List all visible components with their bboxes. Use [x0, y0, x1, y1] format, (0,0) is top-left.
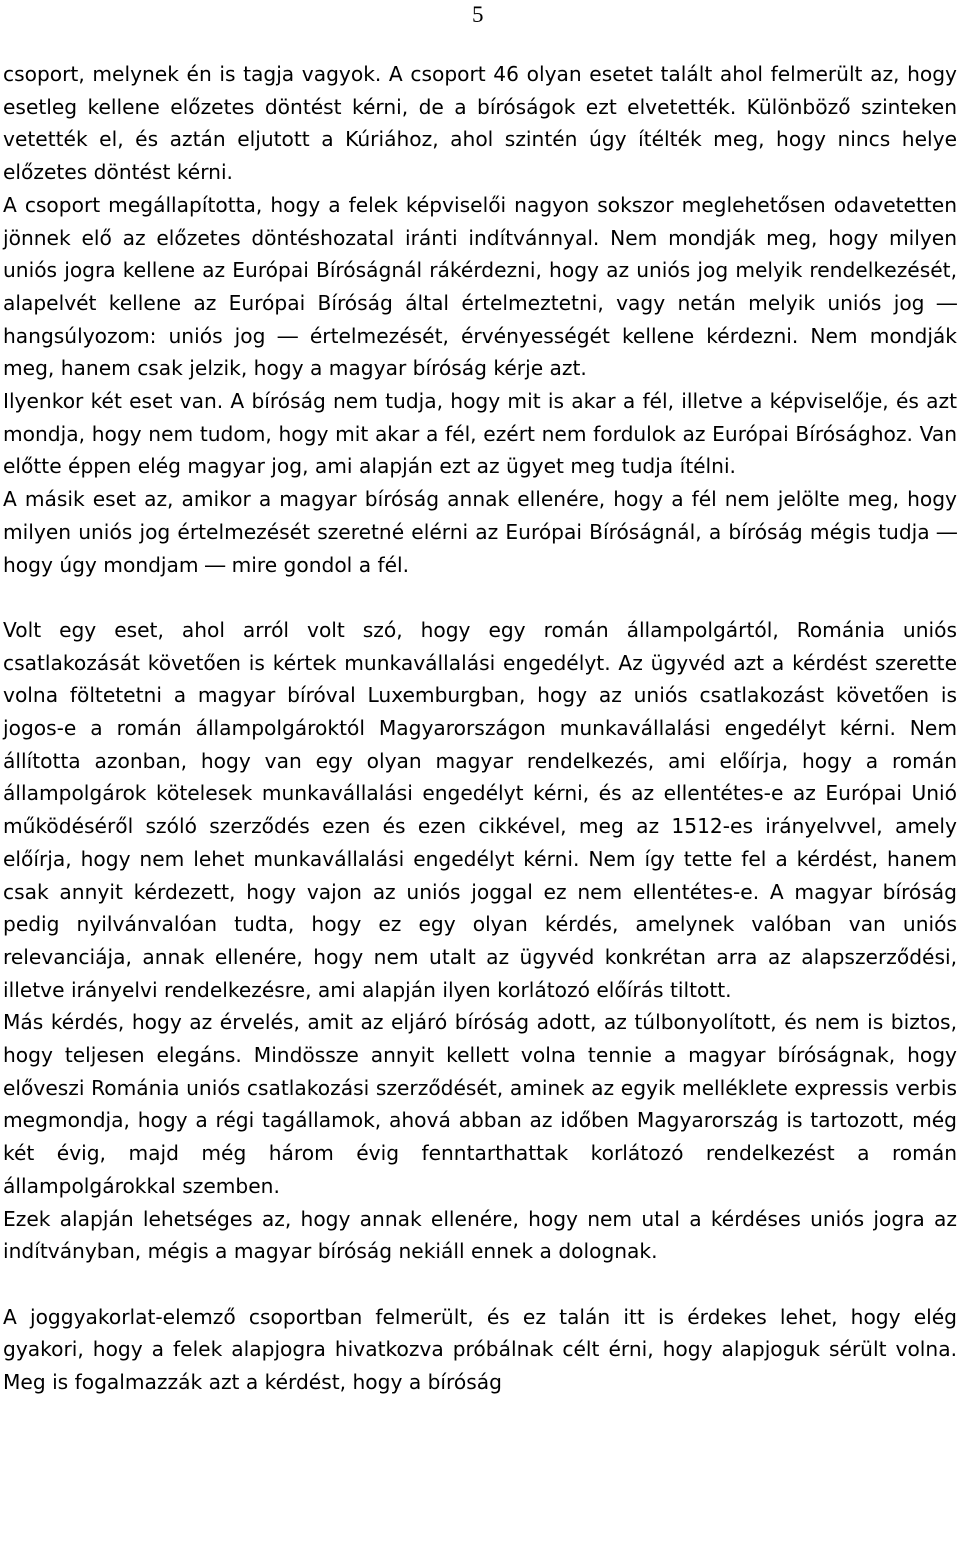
paragraph: Ezek alapján lehetséges az, hogy annak ellenére, hogy nem utal a kérdéses uniós jogra az indítványban, mégis a magyar bíróság nekiáll ennek a dolognak. [3, 1206, 957, 1264]
document-body [3, 58, 957, 1399]
paragraph: A joggyakorlat-elemző csoportban felmerült, és ez talán itt is érdekes lehet, hogy elég gyakori, hogy a felek alapjogra hivatkozva próbálnak célt érni, hogy alapjoguk sérült volna. Meg is fogalmazzák azt a kérdést, hogy a bíróság [3, 1304, 957, 1395]
paragraph: Volt egy eset, ahol arról volt szó, hogy egy román állampolgártól, Románia uniós csatlakozását követően is kértek munkavállalási engedélyt. Az ügyvéd azt a kérdést szerette volna föltetetni a magyar bíróval Luxemburgban, hogy az uniós csatlakozást követően is jogos-e a román állampolgároktól Magyarországon munkavállalási engedélyt kérni. Nem állította azonban, hogy van egy olyan magyar rendelkezés, ami előírja, hogy a román állampolgárok kötelesek munkavállalási engedélyt kérni, és az ellentétes-e az Európai Unió működéséről szóló szerződés ezen és ezen cikkével, meg az 1512-es irányelvvel, amely előírja, hogy nem lehet munkavállalási engedélyt kérni. Nem így tette fel a kérdést, hanem csak annyit kérdezett, hogy vajon az uniós joggal ez nem ellentétes-e. A magyar bíróság pedig nyilvánvalóan tudta, hogy ez egy olyan kérdés, amelynek valóban van uniós relevanciája, annak ellenére, hogy nem utalt az ügyvéd konkrétan arra az alapszerződési, illetve irányelvi rendelkezésre, ami alapján ilyen korlátozó előírás tiltott. [3, 617, 957, 1002]
page-number: 5 [472, 2, 484, 27]
paragraph: A másik eset az, amikor a magyar bíróság annak ellenére, hogy a fél nem jelölte meg, hogy milyen uniós jog értelmezését szeretné elérni az Európai Bíróságnál, a bíróság mégis tudja ― hogy úgy mondjam ― mire gondol a fél. [3, 487, 957, 577]
blank-line [3, 581, 957, 614]
paragraph: Ilyenkor két eset van. A bíróság nem tudja, hogy mit is akar a fél, illetve a képviselője, és azt mondja, hogy nem tudom, hogy mit akar a fél, ezért nem fordulok az Európai Bírósághoz. Van előtte éppen elég magyar jog, ami alapján ezt az ügyet meg tudja ítélni. [3, 389, 957, 479]
blank-line [3, 1268, 957, 1301]
paragraph: A csoport megállapította, hogy a felek képviselői nagyon sokszor meglehetősen odavetetten jönnek elő az előzetes döntéshozatal iránti indítvánnyal. Nem mondják meg, hogy milyen uniós jogra kellene az Európai Bíróságnál rákérdezni, hogy az uniós jog melyik rendelkezését, alapelvét kellene az Európai Bíróság által értelmeztetni, vagy netán melyik uniós jog ― hangsúlyozom: uniós jog ― értelmezését, érvényességét kellene kérdezni. Nem mondják meg, hanem csak jelzik, hogy a magyar bíróság kérje azt. [3, 192, 957, 381]
paragraph: csoport, melynek én is tagja vagyok. A csoport 46 olyan esetet talált ahol felmerült az, hogy esetleg kellene előzetes döntést kérni, de a bíróságok ezt elvetették. Különböző szinteken vetették el, és aztán eljutott a Kúriához, ahol szintén úgy ítélték meg, hogy nincs helye előzetes döntést kérni. [3, 62, 957, 185]
paragraph: Más kérdés, hogy az érvelés, amit az eljáró bíróság adott, az túlbonyolított, és nem is biztos, hogy teljesen elegáns. Mindössze annyit kellett volna tennie a magyar bíróságnak, hogy előveszi Románia uniós csatlakozási szerződését, aminek az egyik melléklete expressis verbis megmondja, hogy a régi tagállamok, ahová abban az időben Magyarország is tartozott, még két évig, majd még három évig fenntarthattak korlátozó rendelkezést a román állampolgárokkal szemben. [3, 1010, 957, 1198]
